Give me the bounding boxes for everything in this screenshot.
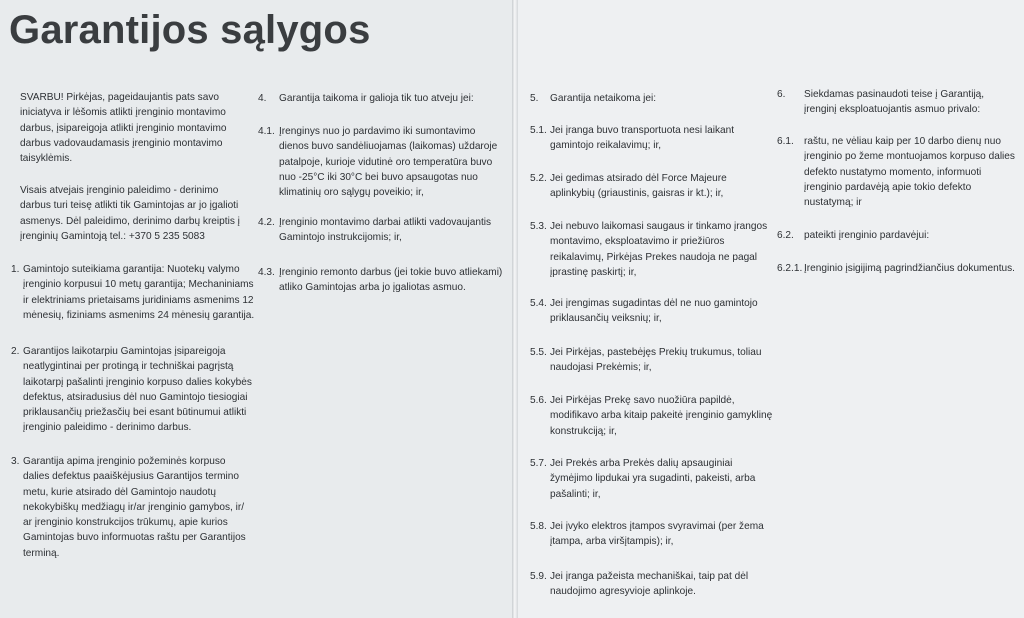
clause-number: 3. bbox=[11, 456, 20, 467]
clause-text: Įrenginys nuo jo pardavimo iki sumontavimo dienos buvo sandėliuojamas (laikomas) uždaroje patalpoje, kurioje vidutinė oro temperatūra buvo nuo -25°C iki 30°C bei buvo apsaugotas nuo klimatinių oro sąlygų poveikio; ir, bbox=[279, 126, 498, 199]
clause-number: 1. bbox=[11, 264, 20, 275]
clause-text: Įrenginio įsigijimą pagrindžiančius dokumentus. bbox=[804, 263, 1015, 274]
clause-text: Siekdamas pasinaudoti teise į Garantiją, įrenginį eksploatuojantis asmuo privalo: bbox=[804, 89, 985, 116]
clause-number: 5.7. bbox=[530, 458, 547, 469]
clause-text: Garantija netaikoma jei: bbox=[550, 93, 657, 104]
clause-text: Gamintojo suteikiama garantija: Nuotekų valymo įrenginio korpusui 10 metų garantija; Mechaniniams ir elektriniams prietaisams juridiniams asmenims 12 mėnesių, fiziniams asmenims 24 mėnesių garantija. bbox=[23, 264, 255, 321]
clause-text: Jei Pirkėjas Prekę savo nuožiūra papildė, modifikavo arba kitaip pakeitė įrenginio gamyklinę konstrukciją; ir, bbox=[550, 395, 773, 437]
clause-number: 4.2. bbox=[258, 217, 275, 228]
clause-number: 5.2. bbox=[530, 173, 547, 184]
clause-number: 4.3. bbox=[258, 267, 275, 278]
clause-text: Įrenginio remonto darbus (jei tokie buvo atliekami) atliko Gamintojas arba jo įgaliotas asmuo. bbox=[279, 267, 503, 294]
clause-number: 5.3. bbox=[530, 221, 547, 232]
clause-text: pateikti įrenginio pardavėjui: bbox=[804, 230, 930, 241]
clause-number: 6.1. bbox=[777, 136, 794, 147]
important-notice: SVARBU! Pirkėjas, pageidaujantis pats savo iniciatyva ir lėšomis atlikti įrenginio montavimo darbus, įsipareigoja atlikti įrenginio montavimo darbus vadovaudamasis įrenginio montavimo taisyklėmis. bbox=[20, 92, 227, 165]
clause-number: 6.2. bbox=[777, 230, 794, 241]
clause-number: 6.2.1. bbox=[777, 263, 803, 274]
clause-number: 4.1. bbox=[258, 126, 275, 137]
clause-number: 5.8. bbox=[530, 521, 547, 532]
clause-text: Jei Prekės arba Prekės dalių apsauginiai žymėjimo lipdukai yra sugadinti, pakeisti, arba pašalinti; ir, bbox=[550, 458, 756, 500]
clause-number: 2. bbox=[11, 346, 20, 357]
clause-number: 5.1. bbox=[530, 125, 547, 136]
clause-number: 5.4. bbox=[530, 298, 547, 309]
clause-text: Jei gedimas atsirado dėl Force Majeure aplinkybių (griaustinis, gaisras ir kt.); ir, bbox=[550, 173, 727, 200]
clause-text: Jei Pirkėjas, pastebėjęs Prekių trukumus, toliau naudojasi Prekėmis; ir, bbox=[550, 347, 762, 374]
clause-text: Jei nebuvo laikomasi saugaus ir tinkamo įrangos montavimo, eksploatavimo ir priežiūros reikalavimų, Pirkėjas Prekes naudoja ne pagal įprastinę paskirtį; ir, bbox=[550, 221, 768, 278]
clause-text: Jei įrengimas sugadintas dėl ne nuo gamintojo priklausančių veiksnių; ir, bbox=[550, 298, 758, 325]
clause-number: 5.9. bbox=[530, 571, 547, 582]
clause-number: 6. bbox=[777, 89, 786, 100]
clause-text: Jei įranga pažeista mechaniškai, taip pat dėl naudojimo agresyvioje aplinkoje. bbox=[550, 571, 749, 598]
clause-text: raštu, ne vėliau kaip per 10 darbo dienų nuo įrenginio po žeme montuojamos korpuso dalies defekto nustatymo momento, informuoti įrenginio pardavėją apie tokio defekto nustatymą; ir bbox=[804, 136, 1015, 209]
page-title: Garantijos sąlygos bbox=[9, 8, 371, 52]
clause-number: 4. bbox=[258, 93, 267, 104]
clause-text: Įrenginio montavimo darbai atlikti vadovaujantis Gamintojo instrukcijomis; ir, bbox=[279, 217, 492, 244]
clause-number: 5. bbox=[530, 93, 539, 104]
startup-note: Visais atvejais įrenginio paleidimo - derinimo darbus turi teisę atlikti tik Gamintojas ar jo įgalioti asmenys. Dėl paleidimo, derinimo darbų kreiptis į įrenginių Gamintoją tel.: +370 5 235 5083 bbox=[20, 185, 240, 242]
clause-number: 5.6. bbox=[530, 395, 547, 406]
panel-fold bbox=[512, 0, 518, 618]
clause-number: 5.5. bbox=[530, 347, 547, 358]
clause-text: Garantija apima įrenginio požeminės korpuso dalies defektus paaiškėjusius Garantijos termino metu, kurie atsirado dėl Gamintojo naudotų nekokybiškų medžiagų ir/ar įrenginio gamybos, ir/ ar įrenginio konstrukcijos trūkumų, apie kurios Gamintojas buvo informuotas raštu per Garantijos terminą. bbox=[23, 456, 246, 559]
clause-text: Garantijos laikotarpiu Gamintojas įsipareigoja neatlygintinai per protingą ir techniškai pagrįstą laikotarpį pašalinti įrenginio korpuso dalies kokybės defektus, atsiradusius dėl nuo Gamintojo tiesiogiai priklausančių priežasčių bei esant būtinumui atlikti įrenginio paleidimo - derinimo darbus. bbox=[23, 346, 252, 434]
clause-text: Jei įvyko elektros įtampos svyravimai (per žema įtampa, arba viršįtampis); ir, bbox=[550, 521, 764, 548]
clause-text: Jei įranga buvo transportuota nesi laikant gamintojo reikalavimų; ir, bbox=[550, 125, 735, 152]
clause-text: Garantija taikoma ir galioja tik tuo atveju jei: bbox=[279, 93, 474, 104]
